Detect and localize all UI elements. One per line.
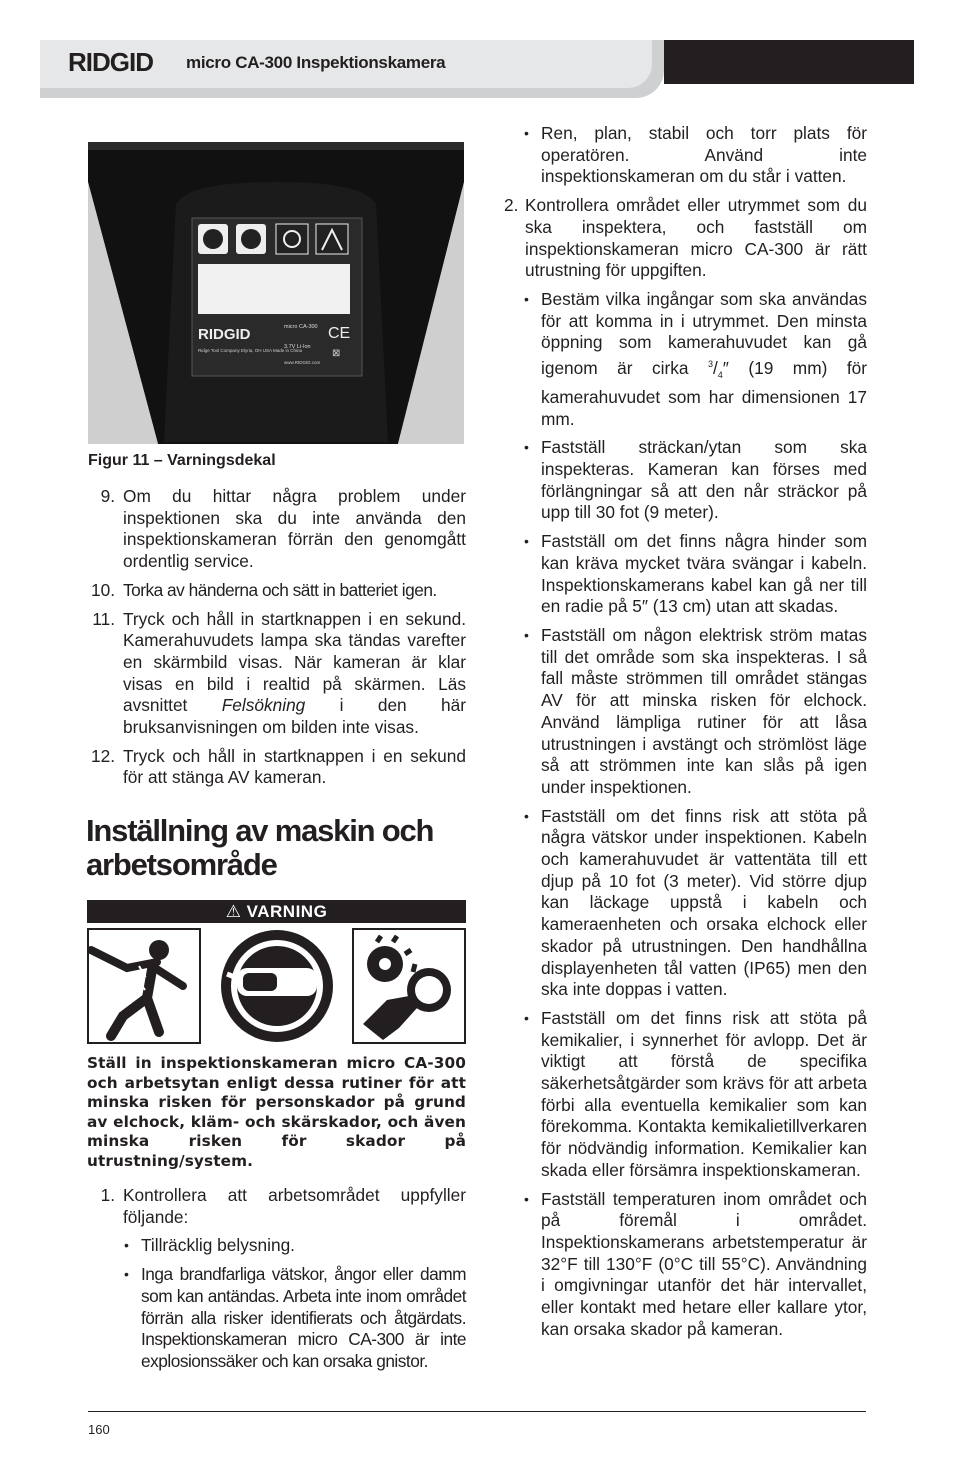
- step-1-bullets: [88, 1235, 466, 1372]
- warning-pictograms: [87, 928, 467, 1044]
- figure-caption: Figur 11 – Varningsdekal: [88, 452, 276, 469]
- svg-text:Ridge Tool Company Elyria, OH: Ridge Tool Company Elyria, OH USA Made in China: [198, 348, 302, 353]
- header-black-block: [664, 40, 914, 84]
- bullet-item: • Bestäm vilka ingångar som ska användas för att komma in i utrymmet. Den minsta öppning som kamerahuvudet kan gå igenom är cirka $^3/_4''$ (19 mm) för kamerahuvudet som har dimensionen 17 mm.: [523, 289, 867, 430]
- bullet-item: • Fastställ sträckan/ytan som ska inspekteras. Kameran kan förses med förlängningar så att den når sträckor på upp till 30 fot (9 meter).: [523, 437, 867, 524]
- header-title: micro CA-300 Inspektionskamera: [186, 53, 446, 72]
- bullet-item: • Tillräcklig belysning.: [123, 1235, 466, 1257]
- list-item: 9. Om du hittar några problem under inspektionen ska du inte använda den inspektionskameran förrän den genomgått ordentlig service.: [100, 486, 466, 572]
- step-1: [88, 1185, 466, 1373]
- decal-label: [192, 218, 362, 376]
- svg-text:micro CA-300: micro CA-300: [284, 324, 318, 330]
- svg-text:www.RIDGID.com: www.RIDGID.com: [284, 360, 321, 365]
- warning-text: Ställ in inspektionskameran micro CA-300 och arbetsytan enligt dessa rutiner för att minska risken för personskador på grund av elchock, kläm- och skärskador, och även minska risken för skador på utrustning/system.: [87, 1054, 466, 1170]
- list-item: 10. Torka av händerna och sätt in batteriet igen.: [90, 579, 437, 600]
- bullet-item: • Inga brandfarliga vätskor, ångor eller damm som kan antändas. Arbeta inte inom området förrän alla risker identifierats och åtgärdats. Inspektionskameran micro CA-300 är inte explosionssäker och kan orsaka gnistor.: [123, 1264, 466, 1373]
- section-heading: Inställning av maskin och arbetsområde: [86, 813, 434, 882]
- bullet-item: • Fastställ temperaturen inom området och på föremål i området. Inspektionskamerans arbetstemperatur är 32°F till 130°F (0°C till 55°C). Användning i omgivningar utanför det här intervallet, eller kontakt med hetare eller kallare ytor, kan orsaka skador på kameran.: [523, 1189, 867, 1341]
- svg-text:3.7V Li-Ion: 3.7V Li-Ion: [284, 344, 311, 350]
- warning-label: VARNING: [246, 902, 328, 921]
- svg-text:RIDGID: RIDGID: [198, 326, 251, 343]
- list-item: 2. Kontrollera området eller utrymmet som du ska inspektera, och fastställ om inspektionskameran micro CA-300 är rätt utrustning för uppgiften.: [504, 195, 867, 281]
- safety-glasses-icon: [221, 930, 333, 1042]
- bullet-item: • Fastställ om det finns några hinder som kan kräva mycket tvära svängar i kabeln. Inspektionskamerans kabel kan gå ner till en radie på 5″ (13 cm) utan att skadas.: [523, 531, 867, 618]
- list-item: 11. Tryck och håll in startknappen i en sekund. Kamerahuvudets lampa ska tändas varefter en skärmbild visas. När kameran är klar visas en bild i realtid på skärmen. Läs avsnittet Felsökning i den här bruksanvisningen om bilden inte visas.: [92, 608, 466, 738]
- list-item: 12. Tryck och håll in startknappen i en sekund för att stänga AV kameran.: [90, 745, 466, 788]
- svg-text:RIDGID: RIDGID: [68, 47, 153, 77]
- left-numbered-list: [88, 486, 466, 789]
- right-column: [504, 123, 867, 1340]
- bullet-item: • Fastställ om någon elektrisk ström matas till det område som ska inspekteras. I så fall måste strömmen till området stängas AV för att minska risken för elchock. Använd lämpliga rutiner för att låsa utrustningen i avstängt och strömlöst läge så att strömmen inte kan slås på igen under inspektionen.: [523, 625, 867, 799]
- electric-shock-icon: [88, 929, 200, 1043]
- bullet-item: • Ren, plan, stabil och torr plats för operatören. Använd inte inspektionskameran om du står i vatten.: [523, 123, 867, 188]
- warning-decal-photo: [88, 142, 464, 444]
- list-item: 1. Kontrollera att arbetsområdet uppfyller följande:: [100, 1185, 466, 1227]
- svg-text:CE: CE: [328, 325, 351, 342]
- warning-triangle-icon: ⚠: [225, 902, 242, 921]
- bullet-item: • Fastställ om det finns risk att stöta på några vätskor under inspektionen. Kabeln och kamerahuvudet är vattentäta till ett djup på 10 fot (3 meter). Vid större djup kan läckage uppstå i kabeln och kameraenheten och orsaka elchock eller skador på utrustningen. Den handhållna displayenheten tål vatten (IP65) men den ska inte doppas i vatten.: [523, 806, 867, 1001]
- warning-bar: [87, 900, 466, 923]
- footer-rule: [88, 1411, 866, 1412]
- ridgid-logo: [66, 47, 172, 77]
- pinch-gears-icon: [353, 929, 465, 1043]
- bullet-item: • Fastställ om det finns risk att stöta på kemikalier, i synnerhet för avlopp. Det är viktigt att förstå de specifika säkerhetsåtgärder som krävs för att arbeta förbi alla eventuella kemikalier som kan förekomma. Kontakta kemikalietillverkaren för nödvändig information. Kemikalier kan skada eller försämra inspektionskameran.: [523, 1008, 867, 1182]
- svg-text:⊠: ⊠: [332, 348, 341, 359]
- step-2-bullets: [504, 289, 867, 1341]
- page-number: 160: [88, 1422, 110, 1437]
